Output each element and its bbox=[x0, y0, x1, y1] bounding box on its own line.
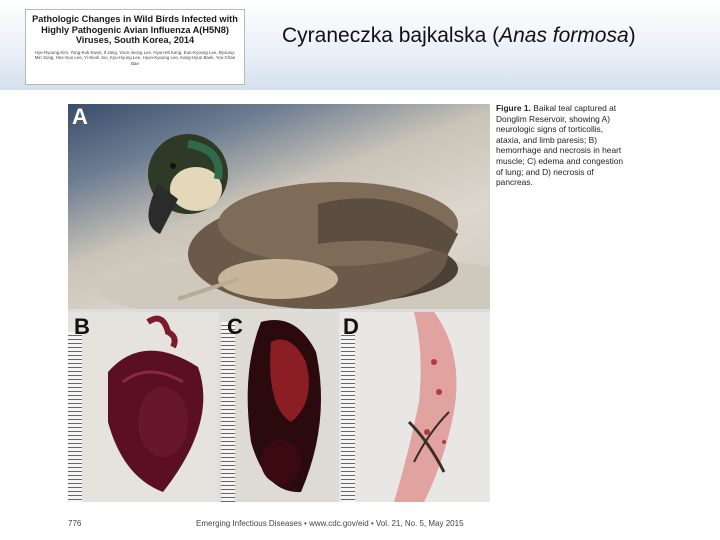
ruler-c bbox=[221, 322, 235, 502]
panel-label-c: C bbox=[227, 314, 243, 339]
heart-photo bbox=[68, 312, 218, 502]
caption-label: Figure 1. bbox=[496, 103, 531, 113]
panel-a bbox=[68, 104, 490, 309]
figure-caption bbox=[496, 103, 626, 188]
caption-text: Baikal teal captured at Donglim Reservoir, showing A) neurologic signs of torticollis, ataxia, and limb paresis; B) hemorrhage and necrosis in heart muscle; C) edema and congestion of lung; and D) necrosis of pancreas. bbox=[496, 103, 624, 188]
journal-citation: Emerging Infectious Diseases • www.cdc.gov/eid • Vol. 21, No. 5, May 2015 bbox=[196, 519, 464, 528]
panel-c bbox=[221, 312, 336, 502]
panel-d bbox=[339, 312, 490, 502]
lung-photo bbox=[221, 312, 336, 502]
pancreas-photo bbox=[339, 312, 490, 502]
paper-title-card bbox=[25, 9, 245, 85]
panel-label-a: A bbox=[72, 104, 88, 129]
title-species: Anas formosa bbox=[499, 24, 629, 47]
panel-b bbox=[68, 312, 218, 502]
panel-label-d: D bbox=[343, 314, 359, 339]
figure-image bbox=[68, 104, 490, 502]
ruler-b bbox=[68, 332, 82, 502]
slide-title bbox=[282, 24, 636, 48]
paper-title: Pathologic Changes in Wild Birds Infected with Highly Pathogenic Avian Influenza A(H5N8) Viruses, South Korea, 2014 bbox=[32, 14, 238, 46]
title-prefix: Cyraneczka bajkalska ( bbox=[282, 24, 500, 47]
page-number: 776 bbox=[68, 519, 82, 528]
panel-label-b: B bbox=[74, 314, 90, 339]
title-suffix: ) bbox=[628, 24, 636, 47]
paper-authors: Hye-Ryoung Kim, Yong-Kuk Kwon, Il Jang, Youn-Jeong Lee, Hyun-Mi Kang, Eun-Kyoung Lee, Byoung-Min Song, Hee-Soo Lee, Yi-Seok Joo, Kyu-Hyung Lee, Hyun-Kyoung Lee, Kang-Hyun Baek, You-Chan Bae bbox=[34, 49, 236, 66]
baikal-teal-photo bbox=[68, 104, 490, 309]
ruler-d bbox=[341, 332, 355, 502]
